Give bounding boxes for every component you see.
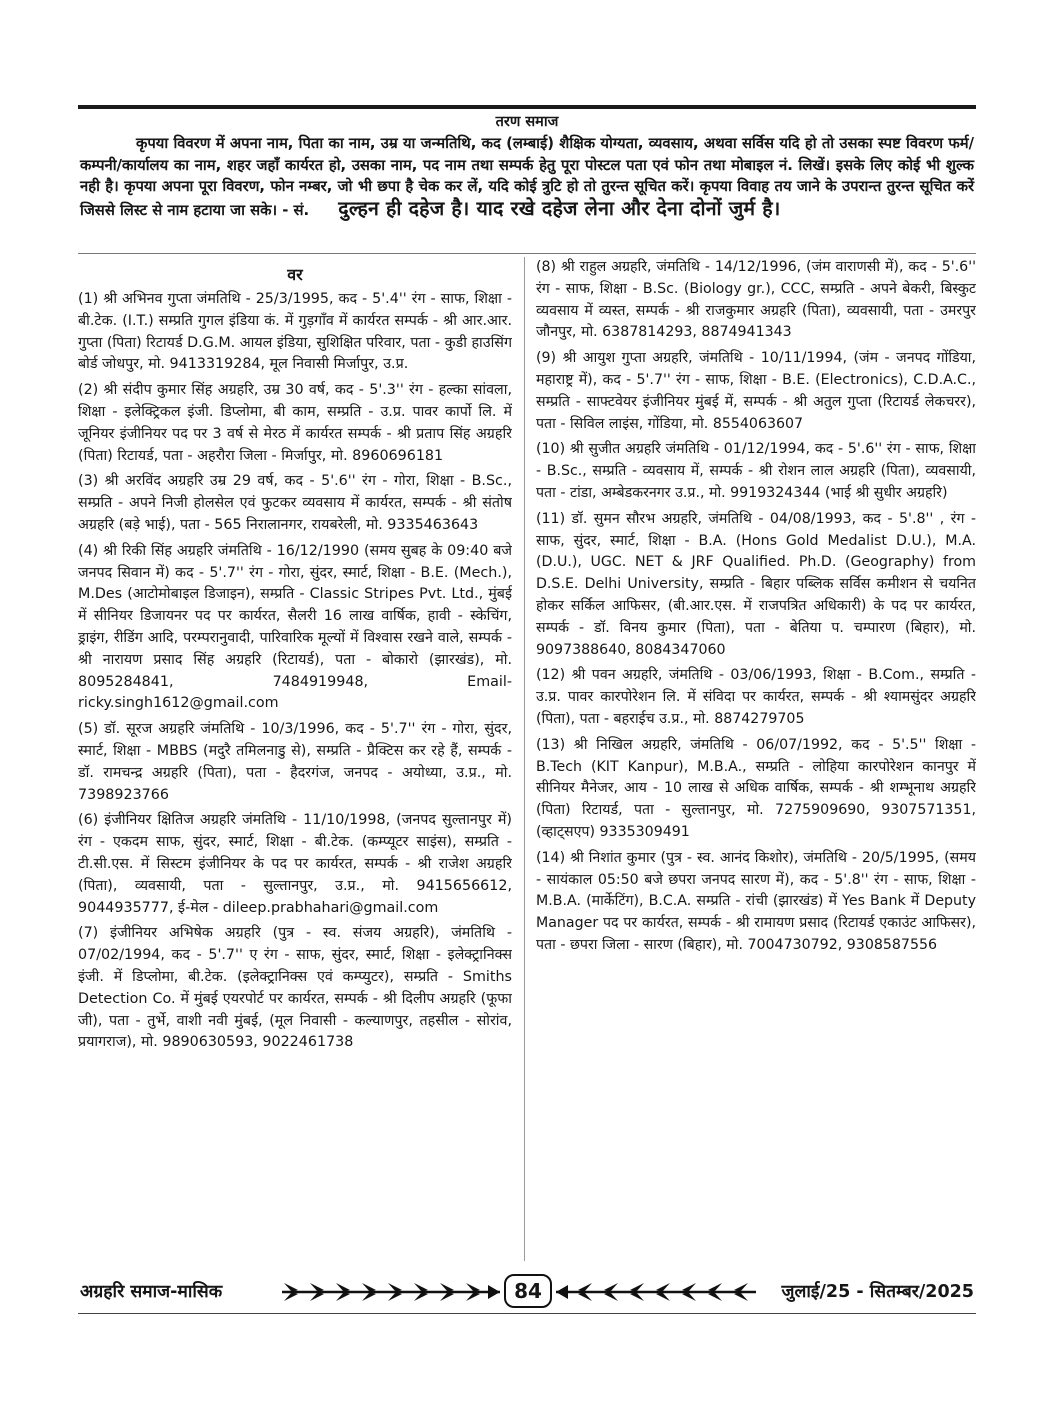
matrimonial-entry: (11) डॉ. सुमन सौरभ अग्रहरि, जंमतिथि - 04/08/1993, कद - 5'.8'' , रंग - साफ, सुंदर, स्मार्ट, शिक्षा - B.A. (Hons Gold Medalist D.U.), M.A. (D.U.), UGC. NET & JRF Qualified. Ph.D. (Geography) from D.S.E. Delhi University, सम्प्रति - बिहार पब्लिक सर्विस कमीशन से चयनित होकर सर्किल आफिसर, (बी.आर.एस. में राजपत्रित अधिकारी) के पद पर कार्यरत, सम्पर्क - डॉ. विनय कुमार (पिता), पता - बेतिया प. चम्पारण (बिहार), मो. 9097388640, 8084347060 xyxy=(536,510,976,658)
matrimonial-entry: (8) श्री राहुल अग्रहरि, जंमतिथि - 14/12/1996, (जंम वाराणसी में), कद - 5'.6'' रंग - साफ, शिक्षा - B.Sc. (Biology gr.), CCC, सम्प्रति - अपने बेकरी, बिस्कुट व्यवसाय में व्यस्त, सम्पर्क - श्री राजकुमार अग्रहरि (पिता), व्यवसायी, पता - उमरपुर जौनपुर, मो. 6387814293, 8874941343 xyxy=(536,259,976,341)
vine-ornament-right xyxy=(556,1279,756,1305)
matrimonial-entry: (10) श्री सुजीत अग्रहरि जंमतिथि - 01/12/1994, कद - 5'.6'' रंग - साफ, शिक्षा - B.Sc., सम्प्रति - व्यवसाय में, सम्पर्क - श्री रोशन लाल अग्रहरि (पिता), व्यवसायी, पता - टांडा, अम्बेडकरनगर उ.प्र., मो. 9919324344 (भाई श्री सुधीर अग्रहरि) xyxy=(536,441,976,501)
matrimonial-entry: (13) श्री निखिल अग्रहरि, जंमतिथि - 06/07/1992, कद - 5'.5'' शिक्षा - B.Tech (KIT Kanpur), M.B.A., सम्प्रति - लोहिया कारपोरेशन कानपुर में सीनियर मैनेजर, आय - 10 लाख से अधिक वार्षिक, सम्पर्क - श्री शम्भूनाथ अग्रहरि (पिता) रिटायर्ड, पता - सुल्तानपुर, मो. 7275909690, 9307571351, (व्हाट्सएप) 9335309491 xyxy=(536,736,976,840)
right-column xyxy=(536,257,976,1261)
vine-ornament-left xyxy=(282,1279,500,1305)
matrimonial-entry: (14) श्री निशांत कुमार (पुत्र - स्व. आनंद किशोर), जंमतिथि - 20/5/1995, (समय - सायंकाल 05:50 बजे छपरा जनपद सारण में), कद - 5'.8'' रंग - साफ, शिक्षा - M.B.A. (मार्केटिंग), B.C.A. सम्प्रति - रांची (झारखंड) में Yes Bank में Deputy Manager पद पर कार्यरत, सम्पर्क - श्री रामायण प्रसाद (रिटायर्ड एकाउंट आफिसर), पता - छपरा जिला - सारण (बिहार), मो. 7004730792, 9308587556 xyxy=(536,849,976,953)
issue-date: जुलाई/25 - सितम्बर/2025 xyxy=(781,1282,974,1302)
top-divider xyxy=(78,105,976,109)
footer-divider xyxy=(78,1313,976,1314)
column-divider xyxy=(524,257,525,1261)
notice-text: कृपया विवरण में अपना नाम, पिता का नाम, उम्र या जन्मतिथि, कद (लम्बाई) शैक्षिक योग्यता, व्यवसाय, अथवा सर्विस यदि हो तो उसका स्पष्ट विवरण फर्म/कम्पनी/कार्यालय का नाम, शहर जहाँ कार्यरत हो, उसका नाम, पद नाम तथा सम्पर्क हेतु पूरा पोस्टल पता एवं फोन तथा मोबाइल नं. लिखें। इसके लिए कोई भी शुल्क नही है। कृपया अपना पूरा विवरण, फोन नम्बर, जो भी छपा है चेक कर लें, यदि कोई त्रुटि हो तो तुरन्त सूचित करें। कृपया विवाह तय जाने के उपरान्त तुरन्त सूचित करें जिससे लिस्ट से नाम हटाया जा सके। - सं. xyxy=(80,135,974,219)
left-column xyxy=(78,257,512,1261)
matrimonial-entry: (1) श्री अभिनव गुप्ता जंमतिथि - 25/3/1995, कद - 5'.4'' रंग - साफ, शिक्षा - बी.टेक. (I.T.) सम्प्रति गुगल इंडिया कं. में गुड़गाँव में कार्यरत सम्पर्क - श्री आर.आर. गुप्ता (पिता) रिटायर्ड D.G.M. आयल इंडिया, सुशिक्षित परिवार, पता - कुडी हाउसिंग बोर्ड जोधपुर, मो. 9413319284, मूल निवासी मिर्जापुर, उ.प्र. xyxy=(78,291,512,373)
page-number: 84 xyxy=(504,1274,552,1308)
magazine-page xyxy=(78,105,976,1327)
matrimonial-entry: (4) श्री रिकी सिंह अग्रहरि जंमतिथि - 16/12/1990 (समय सुबह के 09:40 बजे जनपद सिवान में) कद - 5'.7'' रंग - गोरा, सुंदर, स्मार्ट, शिक्षा - B.E. (Mech.), M.Des (आटोमोबाइल डिजाइन), सम्प्रति - Classic Stripes Pvt. Ltd., मुंबई में सीनियर डिजायनर पद पर कार्यरत, सैलरी 16 लाख वार्षिक, हावी - स्केचिंग, ड्राइंग, रीडिंग आदि, परम्परानुवादी, पारिवारिक मूल्यों में विश्वास रखने वाले, सम्पर्क - श्री नारायण प्रसाद सिंह अग्रहरि (रिटायर्ड), पता - बोकारो (झारखंड), मो. 8095284841, 7484919948, Email- ricky.singh1612@gmail.com xyxy=(78,542,512,712)
matrimonial-entry: (6) इंजीनियर क्षितिज अग्रहरि जंमतिथि - 11/10/1998, (जनपद सुल्तानपुर में) रंग - एकदम साफ, सुंदर, स्मार्ट, शिक्षा - बी.टेक. (कम्प्यूटर साइंस), सम्प्रति - टी.सी.एस. में सिस्टम इंजीनियर के पद पर कार्यरत, सम्पर्क - श्री राजेश अग्रहरि (पिता), व्यवसायी, पता - सुल्तानपुर, उ.प्र., मो. 9415656612, 9044935777, ई-मेल - dileep.prabhahari@gmail.com xyxy=(78,812,512,916)
publication-name: अग्रहरि समाज-मासिक xyxy=(80,1282,223,1302)
page-footer xyxy=(78,1271,976,1311)
notice-block xyxy=(80,133,974,221)
matrimonial-entry: (7) इंजीनियर अभिषेक अग्रहरि (पुत्र - स्व. संजय अग्रहरि), जंमतिथि - 07/02/1994, कद - 5'.7'' ए रंग - साफ, सुंदर, स्मार्ट, शिक्षा - इलेक्ट्रानिक्स इंजी. में डिप्लोमा, बी.टेक. (इलेक्ट्रानिक्स एवं कम्प्युटर), सम्प्रति - Smiths Detection Co. में मुंबई एयरपोर्ट पर कार्यरत, सम्पर्क - श्री दिलीप अग्रहरि (फूफा जी), पता - तुर्भे, वाशी नवी मुंबई, (मूल निवासी - कल्याणपुर, तहसील - सोरांव, प्रयागराज), मो. 9890630593, 9022461738 xyxy=(78,925,512,1051)
matrimonial-entry: (5) डॉ. सूरज अग्रहरि जंमतिथि - 10/3/1996, कद - 5'.7'' रंग - गोरा, सुंदर, स्मार्ट, शिक्षा - MBBS (मदुरै तमिलनाडु से), सम्प्रति - प्रैक्टिस कर रहे हैं, सम्पर्क - डॉ. रामचन्द्र अग्रहरि (पिता), पता - हैदरगंज, जनपद - अयोध्या, उ.प्र., मो. 7398923766 xyxy=(78,721,512,803)
header-title: तरण समाज xyxy=(495,114,559,130)
matrimonial-entry: (9) श्री आयुश गुप्ता अग्रहरि, जंमतिथि - 10/11/1994, (जंम - जनपद गोंडिया, महाराष्ट्र में), कद - 5'.7'' रंग - साफ, शिक्षा - B.E. (Electronics), C.D.A.C., सम्प्रति - साफ्टवेयर इंजीनियर मुंबई में, सम्पर्क - श्री अतुल गुप्ता (रिटायर्ड लेकचरर), पता - सिविल लाइंस, गोंडिया, मो. 8554063607 xyxy=(536,350,976,432)
header-divider xyxy=(78,253,976,254)
matrimonial-entry: (2) श्री संदीप कुमार सिंह अग्रहरि, उम्र 30 वर्ष, कद - 5'.3'' रंग - हल्का सांवला, शिक्षा - इलेक्ट्रिकल इंजी. डिप्लोमा, बी काम, सम्प्रति - उ.प्र. पावर कार्पो लि. में जूनियर इंजीनियर पद पर 3 वर्ष से मेरठ में कार्यरत सम्पर्क - श्री प्रताप सिंह अग्रहरि (पिता) रिटायर्ड, पता - अहरौरा जिला - मिर्जापुर, मो. 8960696181 xyxy=(78,382,512,464)
dowry-slogan: दुल्हन ही दहेज है। याद रखे दहेज लेना और देना दोनों जुर्म है। xyxy=(338,196,781,220)
section-heading: वर xyxy=(287,265,303,284)
notice-header xyxy=(78,113,976,221)
matrimonial-entry: (3) श्री अरविंद अग्रहरि उम्र 29 वर्ष, कद - 5'.6'' रंग - गोरा, शिक्षा - B.Sc., सम्प्रति - अपने निजी होलसेल एवं फुटकर व्यवसाय में कार्यरत, सम्पर्क - श्री संतोष अग्रहरि (बड़े भाई), पता - 565 निरालानगर, रायबरेली, मो. 9335463643 xyxy=(78,473,512,533)
matrimonial-entry: (12) श्री पवन अग्रहरि, जंमतिथि - 03/06/1993, शिक्षा - B.Com., सम्प्रति - उ.प्र. पावर कारपोरेशन लि. में संविदा पर कार्यरत, सम्पर्क - श्री श्यामसुंदर अग्रहरि (पिता), पता - बहराईच उ.प्र., मो. 8874279705 xyxy=(536,667,976,727)
